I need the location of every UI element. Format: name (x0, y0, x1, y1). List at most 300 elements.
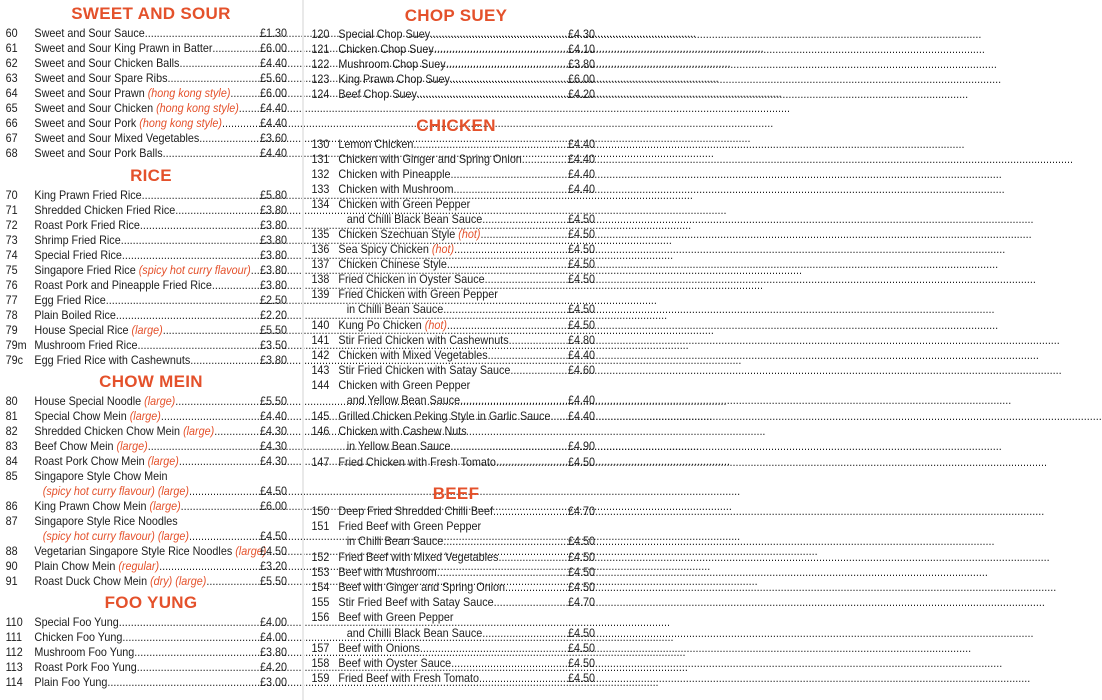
dot-leader (434, 42, 985, 57)
item-name: Singapore Style Chow Mein (34, 470, 168, 483)
menu-item (0, 56, 287, 71)
item-name-line (338, 363, 565, 378)
menu-item (0, 41, 287, 56)
menu-item (304, 641, 595, 656)
item-name-line (338, 167, 565, 182)
item-name-line (34, 394, 257, 409)
item-number: 77 (5, 294, 18, 307)
item-price: £4.30 (259, 440, 287, 453)
menu-item-continuation (304, 439, 595, 454)
menu-item (304, 595, 595, 610)
item-name: Stir Fried Beef with Satay Sauce (338, 596, 494, 609)
item-price: £4.50 (567, 456, 595, 469)
menu-item (304, 504, 595, 519)
item-name-line (338, 257, 565, 272)
item-price: £4.40 (259, 117, 287, 130)
menu-item (304, 152, 595, 167)
item-number: 72 (5, 219, 18, 232)
item-name: Sweet and Sour Prawn (34, 87, 145, 100)
item-price: £4.40 (567, 349, 595, 362)
item-name-line (338, 595, 565, 610)
item-number: 113 (5, 661, 23, 674)
item-price: £4.00 (259, 631, 287, 644)
item-price: £3.60 (259, 132, 287, 145)
menu-item (0, 409, 287, 424)
item-number: 112 (5, 646, 23, 659)
item-name-line (338, 87, 565, 102)
dot-leader (443, 534, 994, 549)
item-number: 79 (5, 324, 18, 337)
item-price: £4.50 (567, 243, 595, 256)
item-number: 145 (311, 410, 330, 423)
menu-item (304, 378, 587, 393)
item-note: (hot) (424, 319, 447, 332)
item-price: £3.50 (259, 339, 287, 352)
item-name: Plain Chow Mein (34, 560, 116, 573)
item-number: 85 (5, 470, 18, 483)
item-number: 143 (311, 364, 330, 377)
item-number: 90 (5, 560, 18, 573)
menu-item (304, 424, 587, 439)
menu-item (304, 72, 595, 87)
item-number: 70 (5, 189, 18, 202)
item-note: (large) (131, 324, 163, 337)
item-price: £4.50 (567, 228, 595, 241)
item-name-line (338, 550, 565, 565)
item-price: £4.50 (567, 213, 595, 226)
item-name-line (34, 293, 257, 308)
menu-item (304, 318, 595, 333)
item-name: Egg Fried Rice (34, 294, 106, 307)
item-name-line (338, 610, 599, 625)
item-number: 150 (311, 505, 330, 518)
dot-leader (480, 227, 1031, 242)
item-name: House Special Rice (34, 324, 129, 337)
item-price: £5.60 (259, 72, 287, 85)
item-name-line (338, 152, 565, 167)
item-name: Fried Chicken in Oyster Sauce (338, 273, 485, 286)
item-number: 144 (311, 379, 330, 392)
item-name-line (347, 534, 565, 549)
item-note: (spicy hot curry flavour) (large) (42, 530, 189, 543)
item-name: Roast Pork and Pineapple Fried Rice (34, 279, 212, 292)
menu-item (304, 519, 587, 534)
menu-item (304, 656, 595, 671)
item-price: £3.80 (259, 354, 287, 367)
item-price: £3.80 (259, 646, 287, 659)
item-name: Beef Chow Mein (34, 440, 114, 453)
item-number: 63 (5, 72, 18, 85)
item-price: £1.30 (259, 27, 287, 40)
item-price: £4.50 (567, 258, 595, 271)
item-price: £3.80 (259, 234, 287, 247)
item-name: Roast Pork Chow Mein (34, 455, 145, 468)
item-price: £4.40 (567, 410, 595, 423)
menu-item (0, 188, 287, 203)
item-name: Chicken with Cashew Nuts (338, 425, 467, 438)
item-number: 78 (5, 309, 18, 322)
item-name: Roast Pork Fried Rice (34, 219, 140, 232)
item-price: £4.40 (567, 394, 595, 407)
item-number: 152 (311, 551, 330, 564)
item-name: Mushroom Fried Rice (34, 339, 138, 352)
item-name-line (34, 544, 267, 559)
item-number: 132 (311, 168, 330, 181)
item-number: 61 (5, 42, 18, 55)
item-note: (large) (144, 395, 176, 408)
item-number: 121 (311, 43, 330, 56)
item-price: £4.00 (259, 616, 287, 629)
section-heading: FOO YUNG (104, 593, 198, 612)
item-name-line (338, 671, 565, 686)
item-name: Sweet and Sour Spare Ribs (34, 72, 168, 85)
section-heading: CHOW MEIN (99, 372, 203, 391)
item-name-line (34, 116, 257, 131)
menu-item (304, 27, 595, 42)
item-price: £4.50 (259, 485, 287, 498)
menu-item (0, 424, 287, 439)
menu-item (0, 146, 287, 161)
item-price: £4.50 (567, 657, 595, 670)
item-number: 75 (5, 264, 18, 277)
item-name: and Yellow Bean Sauce (346, 394, 461, 407)
menu-item (0, 439, 287, 454)
item-note: (hong kong style) (147, 87, 231, 100)
dot-leader (482, 626, 1033, 641)
item-name-line (338, 42, 565, 57)
item-name-line (34, 308, 257, 323)
item-name-line (34, 615, 257, 630)
item-price: £4.40 (259, 102, 287, 115)
item-name-line (338, 580, 565, 595)
item-name: Sweet and Sour Sauce (34, 27, 145, 40)
item-price: £2.20 (259, 309, 287, 322)
item-price: £3.80 (259, 219, 287, 232)
item-number: 91 (5, 575, 18, 588)
menu-item (0, 218, 287, 233)
item-name: Sea Spicy Chicken (338, 243, 429, 256)
item-number: 80 (5, 395, 18, 408)
item-price: £4.60 (567, 364, 595, 377)
dot-leader (454, 242, 1005, 257)
item-price: £4.50 (567, 535, 595, 548)
item-note: (hong kong style) (139, 117, 223, 130)
item-price: £5.80 (259, 189, 287, 202)
item-name-line (34, 454, 257, 469)
item-name-line (338, 72, 565, 87)
item-name-line (338, 272, 565, 287)
item-name: and Chilli Black Bean Sauce (346, 213, 483, 226)
item-price: £4.40 (567, 183, 595, 196)
menu-item (304, 287, 587, 302)
item-name: Chicken with Green Pepper (338, 379, 471, 392)
item-number: 124 (311, 88, 330, 101)
item-price: £4.10 (567, 43, 595, 56)
item-name: Beef with Onions (338, 642, 420, 655)
item-name: Sweet and Sour Chicken Balls (34, 57, 180, 70)
menu-item-continuation (304, 212, 595, 227)
item-number: 84 (5, 455, 18, 468)
item-name: Shredded Chicken Fried Rice (34, 204, 176, 217)
menu-item (304, 57, 595, 72)
item-name-line (347, 626, 565, 641)
dot-leader (417, 87, 968, 102)
item-name: Fried Beef with Fresh Tomato (338, 672, 480, 685)
item-name-line (34, 323, 257, 338)
item-price: £6.00 (259, 87, 287, 100)
dot-leader (413, 137, 964, 152)
item-name-line (34, 439, 257, 454)
item-name: Roast Pork Foo Yung (34, 661, 137, 674)
item-name-line (34, 424, 257, 439)
item-name: in Chilli Bean Sauce (346, 303, 444, 316)
section-heading: SWEET AND SOUR (71, 4, 231, 23)
item-name-line (34, 41, 257, 56)
item-name: Sweet and Sour King Prawn in Batter (34, 42, 213, 55)
dot-leader (451, 656, 1002, 671)
item-name: Chicken Foo Yung (34, 631, 123, 644)
item-name: Sweet and Sour Pork (34, 117, 137, 130)
item-name-line (338, 378, 599, 393)
item-name: Sweet and Sour Mixed Vegetables (34, 132, 200, 145)
dot-leader (420, 641, 971, 656)
menu-item (0, 233, 287, 248)
item-number: 159 (311, 672, 330, 685)
section-heading: CHICKEN (416, 116, 496, 135)
item-price: £4.50 (567, 303, 595, 316)
item-name-line (34, 409, 257, 424)
menu-item (304, 455, 595, 470)
item-number: 87 (5, 515, 18, 528)
item-price: £4.20 (567, 88, 595, 101)
menu-item (304, 580, 595, 595)
item-number: 83 (5, 440, 18, 453)
dot-leader (551, 409, 1102, 424)
item-name-line (338, 333, 565, 348)
item-number: 135 (311, 228, 330, 241)
menu-item (304, 197, 587, 212)
item-price: £4.40 (259, 410, 287, 423)
item-number: 114 (5, 676, 23, 689)
item-note: (dry) (large) (150, 575, 207, 588)
item-name: Shredded Chicken Chow Mein (34, 425, 181, 438)
menu-item (0, 278, 287, 293)
item-name-line (347, 393, 565, 408)
item-note: (spicy hot curry flavour) (138, 264, 251, 277)
item-note: (hot) (458, 228, 481, 241)
item-number: 153 (311, 566, 330, 579)
dot-leader (451, 167, 1002, 182)
item-number: 67 (5, 132, 18, 145)
item-name: Stir Fried Chicken with Cashewnuts (338, 334, 509, 347)
item-number: 140 (311, 319, 330, 332)
menu-item (304, 257, 595, 272)
item-note: (hot) (431, 243, 455, 256)
item-price: £3.00 (259, 676, 287, 689)
item-name-line (34, 71, 257, 86)
item-name-line (34, 630, 257, 645)
item-number: 156 (311, 611, 330, 624)
item-name: and Chilli Black Bean Sauce (346, 627, 483, 640)
item-name-line (43, 529, 257, 544)
menu-item (0, 645, 287, 660)
item-number: 65 (5, 102, 18, 115)
item-name: Fried Beef with Green Pepper (338, 520, 482, 533)
menu-item (0, 131, 287, 146)
item-price: £4.50 (567, 551, 595, 564)
item-name: Chicken Chinese Style (338, 258, 447, 271)
item-number: 120 (311, 28, 330, 41)
item-name-line (34, 56, 257, 71)
menu-item (304, 565, 595, 580)
item-price: £6.00 (567, 73, 595, 86)
dot-leader (447, 318, 998, 333)
menu-item-continuation (0, 484, 287, 499)
dot-leader (430, 27, 981, 42)
item-number: 68 (5, 147, 18, 160)
item-name: Beef with Oyster Sauce (338, 657, 452, 670)
menu-item (0, 615, 287, 630)
item-price: £4.30 (259, 425, 287, 438)
item-note: (large) (149, 500, 181, 513)
item-name-line (34, 233, 257, 248)
item-name: Special Chow Mein (34, 410, 127, 423)
item-name-line (34, 101, 257, 116)
menu-item (304, 671, 595, 686)
dot-leader (460, 393, 1011, 408)
item-price: £3.80 (567, 58, 595, 71)
item-number: 123 (311, 73, 330, 86)
item-name: Fried Chicken with Fresh Tomato (338, 456, 496, 469)
menu-item (304, 363, 595, 378)
item-number: 139 (311, 288, 330, 301)
item-note: (large) (235, 545, 267, 558)
dot-leader (437, 565, 988, 580)
item-name-line (34, 203, 257, 218)
item-name: Sweet and Sour Chicken (34, 102, 154, 115)
item-price: £4.90 (567, 440, 595, 453)
item-name-line (34, 338, 257, 353)
menu-item (0, 86, 287, 101)
item-number: 133 (311, 183, 330, 196)
item-name: Plain Foo Yung (34, 676, 108, 689)
item-name: Deep Fried Shredded Chilli Beef (338, 505, 494, 518)
menu-item (304, 242, 595, 257)
item-price: £3.80 (259, 264, 287, 277)
item-price: £4.50 (259, 530, 287, 543)
item-name: in Chilli Bean Sauce (346, 535, 444, 548)
item-name-line (338, 27, 565, 42)
item-number: 147 (311, 456, 330, 469)
item-number: 122 (311, 58, 330, 71)
item-number: 130 (311, 138, 330, 151)
menu-item (0, 203, 287, 218)
item-name-line (338, 455, 565, 470)
item-name-line (34, 499, 257, 514)
menu-item (0, 499, 287, 514)
item-name: Stir Fried Chicken with Satay Sauce (338, 364, 511, 377)
menu-item-continuation (304, 626, 595, 641)
item-name-line (34, 218, 257, 233)
menu-item (0, 675, 287, 690)
item-name-line (34, 660, 257, 675)
menu-item (304, 409, 595, 424)
item-name: Roast Duck Chow Mein (34, 575, 148, 588)
item-name: Chicken with Mushroom (338, 183, 454, 196)
item-note: (large) (183, 425, 215, 438)
dot-leader (447, 257, 998, 272)
item-number: 62 (5, 57, 18, 70)
item-name: Chicken with Green Pepper (338, 198, 471, 211)
item-price: £2.50 (259, 294, 287, 307)
item-number: 138 (311, 273, 330, 286)
item-name-line (34, 514, 291, 529)
item-name-line (347, 439, 565, 454)
item-number: 79m (5, 339, 27, 352)
item-name: Beef with Ginger and Spring Onion (338, 581, 506, 594)
item-name-line (34, 26, 257, 41)
item-price: £4.40 (259, 57, 287, 70)
item-price: £4.40 (567, 138, 595, 151)
section-heading: BEEF (432, 484, 480, 503)
item-number: 136 (311, 243, 330, 256)
dot-leader (446, 57, 997, 72)
item-name-line (338, 197, 599, 212)
item-price: £4.50 (567, 566, 595, 579)
item-note: (large) (116, 440, 148, 453)
item-name-line (338, 287, 599, 302)
menu-item-continuation (0, 529, 287, 544)
item-number: 86 (5, 500, 18, 513)
item-name: Special Fried Rice (34, 249, 122, 262)
menu-item (0, 559, 287, 574)
menu-item (0, 514, 281, 529)
dot-leader (453, 182, 1004, 197)
item-name: Singapore Style Rice Noodles (34, 515, 178, 528)
menu-item (304, 167, 595, 182)
item-number: 131 (311, 153, 330, 166)
item-number: 81 (5, 410, 18, 423)
item-price: £4.50 (567, 672, 595, 685)
menu-item (0, 338, 287, 353)
item-number: 155 (311, 596, 330, 609)
section-heading: RICE (130, 166, 172, 185)
menu-item (0, 248, 287, 263)
item-name: King Prawn Fried Rice (34, 189, 142, 202)
item-price: £3.80 (259, 249, 287, 262)
item-price: £4.50 (259, 545, 287, 558)
item-number: 157 (311, 642, 330, 655)
item-price: £5.50 (259, 324, 287, 337)
item-price: £3.20 (259, 560, 287, 573)
menu-item (0, 293, 287, 308)
item-name-line (34, 86, 257, 101)
item-name: Mushroom Chop Suey (338, 58, 446, 71)
item-price: £4.50 (567, 627, 595, 640)
item-name-line (338, 641, 565, 656)
item-name-line (338, 424, 599, 439)
item-name-line (338, 57, 565, 72)
item-number: 141 (311, 334, 330, 347)
menu-item (0, 544, 287, 559)
menu-item (0, 574, 287, 589)
item-name-line (338, 409, 565, 424)
item-name: Beef with Mushroom (338, 566, 437, 579)
item-name: Beef Chop Suey (338, 88, 417, 101)
item-name-line (34, 248, 257, 263)
item-number: 66 (5, 117, 18, 130)
item-name: Chicken Szechuan Style (338, 228, 456, 241)
